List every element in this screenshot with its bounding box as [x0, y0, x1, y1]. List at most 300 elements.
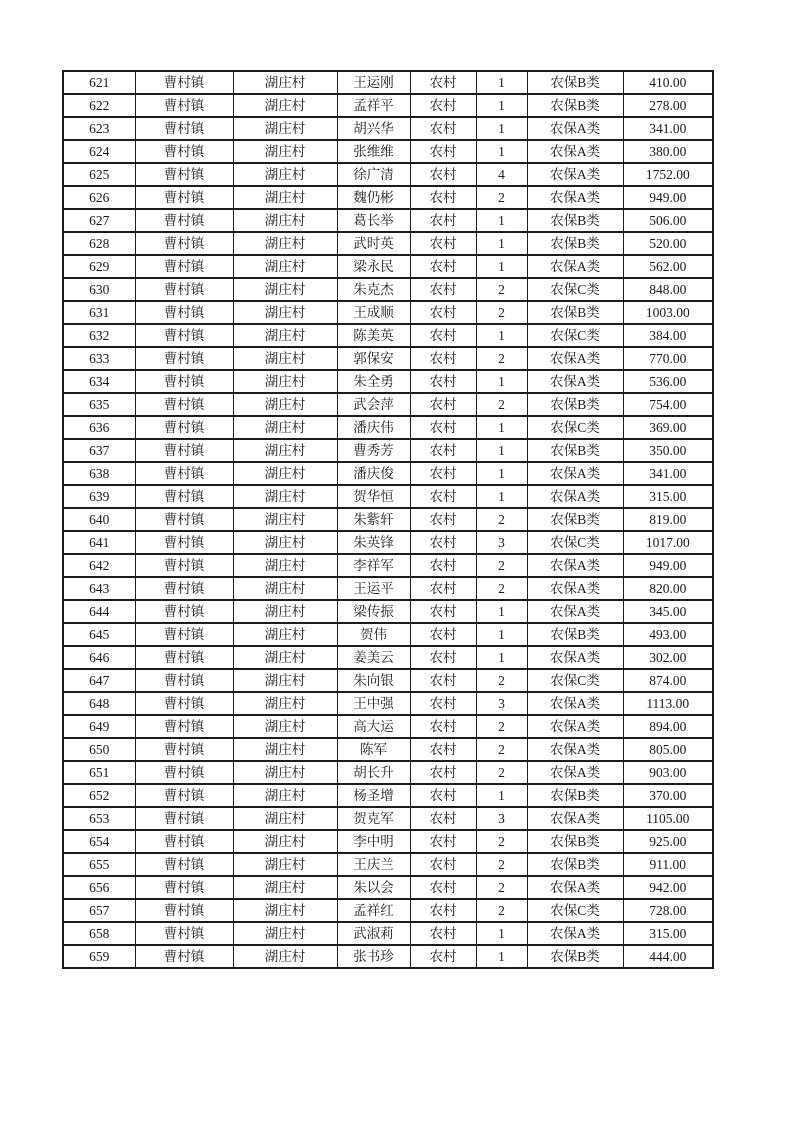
cell-insurance-category: 农保A类	[527, 554, 623, 577]
cell-town: 曹村镇	[135, 140, 233, 163]
cell-sequence-number: 629	[63, 255, 135, 278]
cell-person-name: 胡兴华	[337, 117, 410, 140]
cell-person-count: 1	[476, 94, 527, 117]
cell-town: 曹村镇	[135, 209, 233, 232]
cell-person-count: 1	[476, 370, 527, 393]
cell-person-count: 3	[476, 692, 527, 715]
cell-amount: 1105.00	[623, 807, 713, 830]
cell-town: 曹村镇	[135, 531, 233, 554]
cell-insurance-category: 农保B类	[527, 784, 623, 807]
cell-insurance-category: 农保B类	[527, 830, 623, 853]
cell-sequence-number: 640	[63, 508, 135, 531]
cell-sequence-number: 621	[63, 71, 135, 94]
cell-amount: 874.00	[623, 669, 713, 692]
cell-person-count: 2	[476, 669, 527, 692]
cell-sequence-number: 648	[63, 692, 135, 715]
cell-town: 曹村镇	[135, 623, 233, 646]
cell-village: 湖庄村	[233, 485, 337, 508]
table-row	[63, 945, 713, 968]
cell-person-name: 王运平	[337, 577, 410, 600]
cell-amount: 345.00	[623, 600, 713, 623]
cell-sequence-number: 654	[63, 830, 135, 853]
cell-town: 曹村镇	[135, 255, 233, 278]
cell-residence-type: 农村	[410, 462, 476, 485]
cell-sequence-number: 642	[63, 554, 135, 577]
table-row	[63, 761, 713, 784]
cell-town: 曹村镇	[135, 669, 233, 692]
cell-insurance-category: 农保B类	[527, 853, 623, 876]
cell-amount: 506.00	[623, 209, 713, 232]
cell-town: 曹村镇	[135, 508, 233, 531]
cell-sequence-number: 626	[63, 186, 135, 209]
cell-person-name: 王庆兰	[337, 853, 410, 876]
cell-town: 曹村镇	[135, 278, 233, 301]
cell-insurance-category: 农保A类	[527, 738, 623, 761]
table-row	[63, 738, 713, 761]
cell-village: 湖庄村	[233, 784, 337, 807]
cell-amount: 350.00	[623, 439, 713, 462]
cell-amount: 341.00	[623, 117, 713, 140]
cell-amount: 770.00	[623, 347, 713, 370]
cell-amount: 1752.00	[623, 163, 713, 186]
cell-village: 湖庄村	[233, 278, 337, 301]
cell-person-name: 杨圣增	[337, 784, 410, 807]
cell-person-count: 1	[476, 646, 527, 669]
cell-residence-type: 农村	[410, 807, 476, 830]
cell-village: 湖庄村	[233, 945, 337, 968]
cell-village: 湖庄村	[233, 186, 337, 209]
cell-amount: 819.00	[623, 508, 713, 531]
cell-amount: 370.00	[623, 784, 713, 807]
cell-residence-type: 农村	[410, 784, 476, 807]
cell-residence-type: 农村	[410, 646, 476, 669]
cell-town: 曹村镇	[135, 922, 233, 945]
cell-village: 湖庄村	[233, 439, 337, 462]
cell-residence-type: 农村	[410, 922, 476, 945]
cell-person-count: 2	[476, 278, 527, 301]
cell-town: 曹村镇	[135, 324, 233, 347]
cell-sequence-number: 655	[63, 853, 135, 876]
table-row	[63, 531, 713, 554]
cell-residence-type: 农村	[410, 669, 476, 692]
cell-village: 湖庄村	[233, 807, 337, 830]
cell-town: 曹村镇	[135, 853, 233, 876]
cell-town: 曹村镇	[135, 761, 233, 784]
cell-person-name: 潘庆伟	[337, 416, 410, 439]
cell-residence-type: 农村	[410, 324, 476, 347]
table-row	[63, 94, 713, 117]
cell-amount: 805.00	[623, 738, 713, 761]
table-row	[63, 485, 713, 508]
cell-amount: 384.00	[623, 324, 713, 347]
cell-person-count: 4	[476, 163, 527, 186]
cell-residence-type: 农村	[410, 393, 476, 416]
table-row	[63, 577, 713, 600]
cell-insurance-category: 农保C类	[527, 416, 623, 439]
cell-person-count: 1	[476, 71, 527, 94]
cell-residence-type: 农村	[410, 209, 476, 232]
cell-person-name: 朱克杰	[337, 278, 410, 301]
cell-residence-type: 农村	[410, 715, 476, 738]
cell-insurance-category: 农保A类	[527, 140, 623, 163]
cell-person-count: 2	[476, 508, 527, 531]
cell-residence-type: 农村	[410, 761, 476, 784]
cell-person-name: 曹秀芳	[337, 439, 410, 462]
cell-village: 湖庄村	[233, 899, 337, 922]
table-row	[63, 255, 713, 278]
cell-insurance-category: 农保A类	[527, 600, 623, 623]
table-row	[63, 554, 713, 577]
cell-insurance-category: 农保A类	[527, 370, 623, 393]
cell-amount: 728.00	[623, 899, 713, 922]
cell-person-count: 2	[476, 830, 527, 853]
cell-person-count: 2	[476, 715, 527, 738]
cell-residence-type: 农村	[410, 347, 476, 370]
cell-amount: 369.00	[623, 416, 713, 439]
cell-town: 曹村镇	[135, 692, 233, 715]
cell-person-name: 葛长举	[337, 209, 410, 232]
cell-residence-type: 农村	[410, 853, 476, 876]
table-row	[63, 347, 713, 370]
cell-residence-type: 农村	[410, 531, 476, 554]
cell-town: 曹村镇	[135, 600, 233, 623]
cell-insurance-category: 农保A类	[527, 163, 623, 186]
cell-insurance-category: 农保B类	[527, 623, 623, 646]
cell-residence-type: 农村	[410, 623, 476, 646]
cell-village: 湖庄村	[233, 830, 337, 853]
cell-sequence-number: 633	[63, 347, 135, 370]
cell-person-count: 2	[476, 393, 527, 416]
cell-sequence-number: 638	[63, 462, 135, 485]
cell-person-count: 1	[476, 922, 527, 945]
cell-insurance-category: 农保A类	[527, 462, 623, 485]
cell-insurance-category: 农保A类	[527, 761, 623, 784]
cell-insurance-category: 农保C类	[527, 531, 623, 554]
cell-person-name: 陈美英	[337, 324, 410, 347]
cell-person-count: 2	[476, 761, 527, 784]
table-row	[63, 899, 713, 922]
cell-village: 湖庄村	[233, 140, 337, 163]
insurance-table-body	[63, 71, 713, 968]
table-row	[63, 669, 713, 692]
cell-town: 曹村镇	[135, 876, 233, 899]
cell-village: 湖庄村	[233, 163, 337, 186]
cell-village: 湖庄村	[233, 922, 337, 945]
table-row	[63, 393, 713, 416]
cell-person-name: 张维维	[337, 140, 410, 163]
cell-residence-type: 农村	[410, 899, 476, 922]
cell-sequence-number: 641	[63, 531, 135, 554]
cell-residence-type: 农村	[410, 692, 476, 715]
cell-person-count: 1	[476, 117, 527, 140]
cell-sequence-number: 650	[63, 738, 135, 761]
cell-person-name: 梁传振	[337, 600, 410, 623]
cell-town: 曹村镇	[135, 439, 233, 462]
cell-insurance-category: 农保A类	[527, 692, 623, 715]
cell-insurance-category: 农保C类	[527, 899, 623, 922]
cell-person-count: 1	[476, 232, 527, 255]
cell-village: 湖庄村	[233, 393, 337, 416]
cell-town: 曹村镇	[135, 784, 233, 807]
cell-insurance-category: 农保C类	[527, 669, 623, 692]
cell-residence-type: 农村	[410, 554, 476, 577]
cell-town: 曹村镇	[135, 945, 233, 968]
cell-insurance-category: 农保A类	[527, 715, 623, 738]
cell-person-count: 2	[476, 577, 527, 600]
table-row	[63, 301, 713, 324]
cell-insurance-category: 农保A类	[527, 577, 623, 600]
cell-person-count: 3	[476, 807, 527, 830]
table-row	[63, 692, 713, 715]
cell-sequence-number: 656	[63, 876, 135, 899]
cell-person-count: 1	[476, 784, 527, 807]
cell-person-name: 朱以会	[337, 876, 410, 899]
cell-amount: 341.00	[623, 462, 713, 485]
cell-town: 曹村镇	[135, 94, 233, 117]
cell-town: 曹村镇	[135, 347, 233, 370]
cell-insurance-category: 农保C类	[527, 278, 623, 301]
cell-insurance-category: 农保A类	[527, 646, 623, 669]
cell-town: 曹村镇	[135, 117, 233, 140]
cell-sequence-number: 639	[63, 485, 135, 508]
cell-person-count: 2	[476, 301, 527, 324]
cell-person-count: 3	[476, 531, 527, 554]
table-row	[63, 209, 713, 232]
cell-person-name: 孟祥平	[337, 94, 410, 117]
table-row	[63, 462, 713, 485]
table-row	[63, 784, 713, 807]
cell-town: 曹村镇	[135, 715, 233, 738]
cell-village: 湖庄村	[233, 600, 337, 623]
cell-sequence-number: 630	[63, 278, 135, 301]
cell-residence-type: 农村	[410, 301, 476, 324]
cell-village: 湖庄村	[233, 416, 337, 439]
cell-sequence-number: 643	[63, 577, 135, 600]
cell-sequence-number: 622	[63, 94, 135, 117]
cell-village: 湖庄村	[233, 531, 337, 554]
table-row	[63, 140, 713, 163]
cell-person-name: 武时英	[337, 232, 410, 255]
cell-person-name: 梁永民	[337, 255, 410, 278]
table-row	[63, 807, 713, 830]
cell-residence-type: 农村	[410, 140, 476, 163]
cell-village: 湖庄村	[233, 71, 337, 94]
table-row	[63, 876, 713, 899]
cell-residence-type: 农村	[410, 830, 476, 853]
cell-village: 湖庄村	[233, 669, 337, 692]
cell-town: 曹村镇	[135, 807, 233, 830]
cell-amount: 562.00	[623, 255, 713, 278]
cell-village: 湖庄村	[233, 761, 337, 784]
cell-person-count: 1	[476, 462, 527, 485]
cell-amount: 903.00	[623, 761, 713, 784]
cell-person-count: 2	[476, 876, 527, 899]
cell-person-name: 朱向银	[337, 669, 410, 692]
cell-town: 曹村镇	[135, 485, 233, 508]
cell-village: 湖庄村	[233, 324, 337, 347]
cell-insurance-category: 农保A类	[527, 117, 623, 140]
cell-residence-type: 农村	[410, 876, 476, 899]
table-row	[63, 416, 713, 439]
cell-residence-type: 农村	[410, 485, 476, 508]
cell-village: 湖庄村	[233, 692, 337, 715]
cell-person-count: 1	[476, 209, 527, 232]
cell-insurance-category: 农保A类	[527, 922, 623, 945]
cell-amount: 848.00	[623, 278, 713, 301]
cell-village: 湖庄村	[233, 715, 337, 738]
cell-sequence-number: 651	[63, 761, 135, 784]
cell-amount: 315.00	[623, 922, 713, 945]
cell-residence-type: 农村	[410, 738, 476, 761]
cell-amount: 302.00	[623, 646, 713, 669]
cell-sequence-number: 645	[63, 623, 135, 646]
cell-insurance-category: 农保B类	[527, 94, 623, 117]
cell-person-name: 魏仍彬	[337, 186, 410, 209]
cell-person-count: 2	[476, 853, 527, 876]
cell-insurance-category: 农保A类	[527, 186, 623, 209]
cell-town: 曹村镇	[135, 186, 233, 209]
cell-person-count: 2	[476, 186, 527, 209]
cell-sequence-number: 658	[63, 922, 135, 945]
cell-insurance-category: 农保B类	[527, 439, 623, 462]
cell-residence-type: 农村	[410, 94, 476, 117]
cell-residence-type: 农村	[410, 416, 476, 439]
cell-residence-type: 农村	[410, 508, 476, 531]
cell-insurance-category: 农保B类	[527, 945, 623, 968]
table-row	[63, 71, 713, 94]
cell-sequence-number: 646	[63, 646, 135, 669]
cell-village: 湖庄村	[233, 232, 337, 255]
cell-amount: 949.00	[623, 186, 713, 209]
cell-amount: 410.00	[623, 71, 713, 94]
cell-town: 曹村镇	[135, 899, 233, 922]
table-row	[63, 853, 713, 876]
cell-sequence-number: 635	[63, 393, 135, 416]
cell-town: 曹村镇	[135, 71, 233, 94]
table-row	[63, 278, 713, 301]
cell-insurance-category: 农保A类	[527, 807, 623, 830]
cell-person-name: 徐广清	[337, 163, 410, 186]
cell-person-name: 李中明	[337, 830, 410, 853]
cell-village: 湖庄村	[233, 876, 337, 899]
cell-village: 湖庄村	[233, 462, 337, 485]
cell-insurance-category: 农保A类	[527, 347, 623, 370]
cell-town: 曹村镇	[135, 462, 233, 485]
cell-village: 湖庄村	[233, 853, 337, 876]
cell-insurance-category: 农保B类	[527, 232, 623, 255]
cell-town: 曹村镇	[135, 554, 233, 577]
cell-person-name: 张书珍	[337, 945, 410, 968]
cell-sequence-number: 634	[63, 370, 135, 393]
cell-village: 湖庄村	[233, 646, 337, 669]
cell-person-name: 王成顺	[337, 301, 410, 324]
cell-sequence-number: 625	[63, 163, 135, 186]
cell-village: 湖庄村	[233, 255, 337, 278]
cell-person-name: 胡长升	[337, 761, 410, 784]
cell-amount: 444.00	[623, 945, 713, 968]
cell-person-name: 朱英锋	[337, 531, 410, 554]
cell-person-name: 潘庆俊	[337, 462, 410, 485]
table-row	[63, 922, 713, 945]
cell-amount: 536.00	[623, 370, 713, 393]
cell-person-name: 朱全勇	[337, 370, 410, 393]
cell-person-name: 武会萍	[337, 393, 410, 416]
cell-residence-type: 农村	[410, 117, 476, 140]
table-row	[63, 370, 713, 393]
cell-town: 曹村镇	[135, 301, 233, 324]
cell-person-count: 1	[476, 600, 527, 623]
cell-insurance-category: 农保A类	[527, 485, 623, 508]
cell-amount: 1017.00	[623, 531, 713, 554]
cell-person-name: 贺克军	[337, 807, 410, 830]
cell-town: 曹村镇	[135, 370, 233, 393]
cell-sequence-number: 659	[63, 945, 135, 968]
cell-insurance-category: 农保B类	[527, 209, 623, 232]
cell-residence-type: 农村	[410, 600, 476, 623]
table-row	[63, 117, 713, 140]
cell-person-name: 陈军	[337, 738, 410, 761]
cell-person-name: 李祥军	[337, 554, 410, 577]
cell-residence-type: 农村	[410, 232, 476, 255]
cell-residence-type: 农村	[410, 945, 476, 968]
cell-person-count: 1	[476, 623, 527, 646]
cell-village: 湖庄村	[233, 301, 337, 324]
insurance-roster-table	[62, 70, 714, 969]
cell-insurance-category: 农保B类	[527, 508, 623, 531]
cell-sequence-number: 623	[63, 117, 135, 140]
cell-sequence-number: 632	[63, 324, 135, 347]
cell-village: 湖庄村	[233, 370, 337, 393]
cell-village: 湖庄村	[233, 738, 337, 761]
cell-amount: 754.00	[623, 393, 713, 416]
cell-amount: 820.00	[623, 577, 713, 600]
cell-insurance-category: 农保C类	[527, 324, 623, 347]
cell-person-count: 1	[476, 439, 527, 462]
cell-sequence-number: 637	[63, 439, 135, 462]
cell-town: 曹村镇	[135, 830, 233, 853]
cell-town: 曹村镇	[135, 738, 233, 761]
table-row	[63, 186, 713, 209]
cell-residence-type: 农村	[410, 278, 476, 301]
cell-sequence-number: 647	[63, 669, 135, 692]
cell-person-name: 贺华恒	[337, 485, 410, 508]
cell-person-count: 2	[476, 554, 527, 577]
cell-person-name: 王中强	[337, 692, 410, 715]
cell-village: 湖庄村	[233, 623, 337, 646]
cell-person-count: 1	[476, 324, 527, 347]
cell-amount: 278.00	[623, 94, 713, 117]
cell-amount: 380.00	[623, 140, 713, 163]
cell-village: 湖庄村	[233, 94, 337, 117]
cell-person-count: 1	[476, 416, 527, 439]
cell-person-count: 1	[476, 140, 527, 163]
cell-residence-type: 农村	[410, 71, 476, 94]
cell-town: 曹村镇	[135, 577, 233, 600]
cell-sequence-number: 627	[63, 209, 135, 232]
table-row	[63, 646, 713, 669]
cell-person-name: 郭保安	[337, 347, 410, 370]
cell-insurance-category: 农保B类	[527, 301, 623, 324]
cell-amount: 520.00	[623, 232, 713, 255]
cell-town: 曹村镇	[135, 393, 233, 416]
cell-person-count: 1	[476, 255, 527, 278]
cell-residence-type: 农村	[410, 255, 476, 278]
cell-amount: 942.00	[623, 876, 713, 899]
cell-person-name: 武淑莉	[337, 922, 410, 945]
cell-residence-type: 农村	[410, 163, 476, 186]
cell-residence-type: 农村	[410, 370, 476, 393]
cell-village: 湖庄村	[233, 508, 337, 531]
